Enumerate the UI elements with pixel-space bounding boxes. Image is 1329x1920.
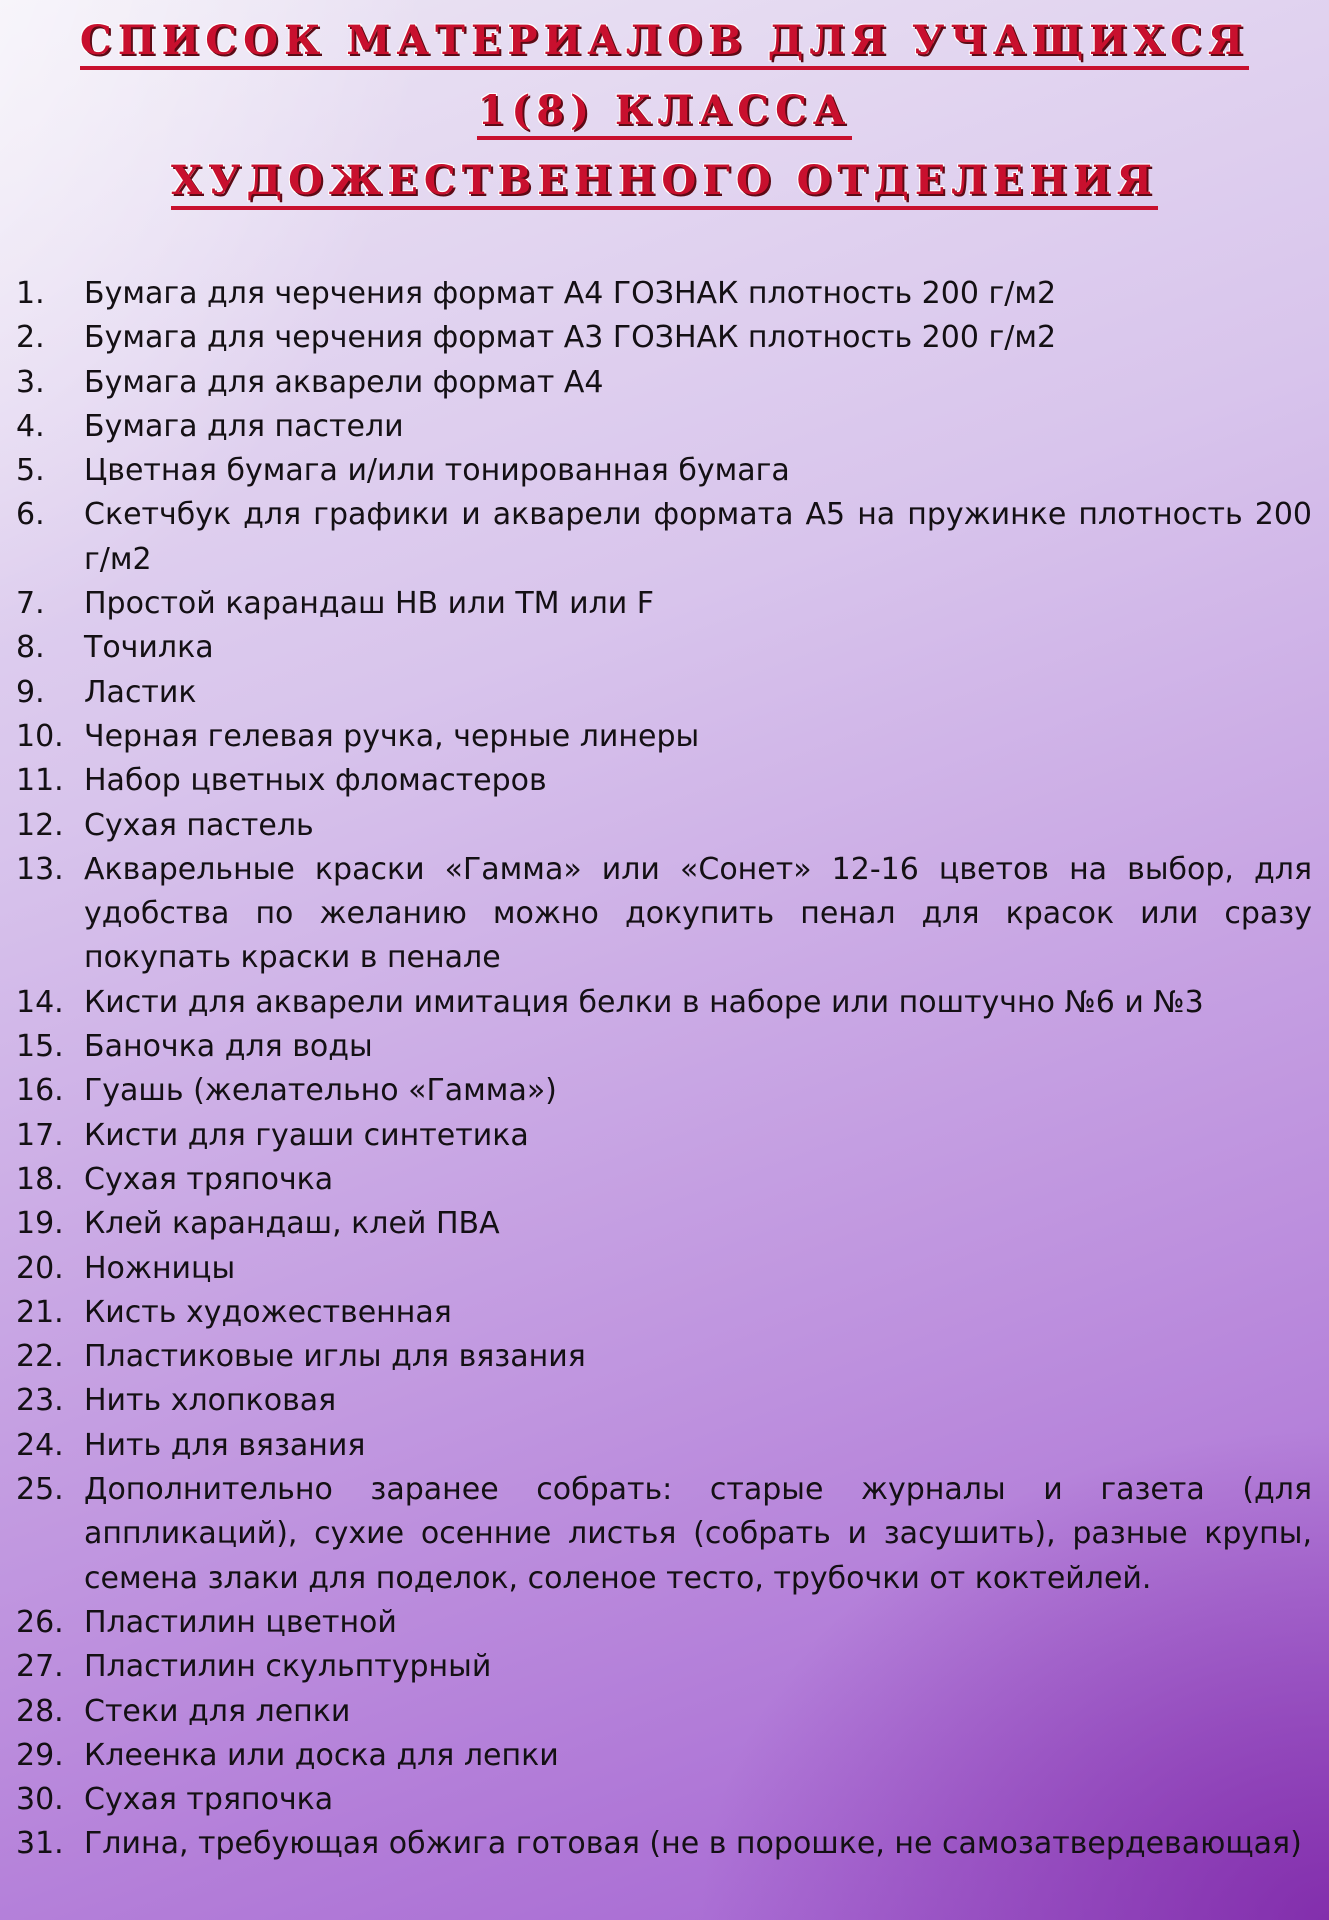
list-item — [16, 582, 1312, 626]
list-item-number: 12. — [16, 807, 64, 843]
list-item — [16, 1247, 1312, 1291]
list-item-text: Пластилин скульптурный — [84, 1649, 492, 1685]
heading-line-2: 1(8) КЛАССА — [0, 76, 1329, 146]
list-item-text: Скетчбук для графики и акварели формата А5 на пружинке плотность 200 г/м2 — [84, 497, 1312, 577]
list-item-number: 27. — [16, 1649, 64, 1685]
list-item-text: Сухая тряпочка — [84, 1161, 334, 1197]
list-item-text: Сухая тряпочка — [84, 1782, 334, 1818]
list-item-number: 24. — [16, 1427, 64, 1463]
list-item-text: Набор цветных фломастеров — [84, 763, 547, 799]
list-item-number: 17. — [16, 1117, 64, 1153]
list-item — [16, 671, 1312, 715]
list-item-number: 1. — [16, 276, 45, 311]
list-item — [16, 493, 1312, 582]
list-item-text: Цветная бумага и/или тонированная бумага — [84, 453, 790, 489]
list-item-number: 26. — [16, 1604, 64, 1640]
list-item-text: Акварельные краски «Гамма» или «Сонет» 12-16 цветов на выбор, для удобства по желанию можно докупить пенал для красок или сразу покупать краски в пенале — [84, 851, 1312, 976]
list-item — [16, 1601, 1312, 1645]
list-item — [16, 1734, 1312, 1778]
list-item-text: Простой карандаш НВ или ТМ или F — [84, 586, 655, 622]
list-item-text: Дополнительно заранее собрать: старые журналы и газета (для аппликаций), сухие осенние листья (собрать и засушить), разные крупы, семена злаки для поделок, соленое тесто, трубочки от коктейлей. — [84, 1472, 1312, 1596]
list-item-text: Кисти для акварели имитация белки в наборе или поштучно №6 и №3 — [84, 984, 1204, 1020]
list-item — [16, 1114, 1312, 1158]
list-item-text: Стеки для лепки — [84, 1693, 351, 1729]
list-item — [16, 1690, 1312, 1734]
list-item-number: 9. — [16, 674, 45, 710]
list-item-number: 14. — [16, 984, 64, 1020]
list-item-number: 15. — [16, 1029, 64, 1065]
list-item — [16, 1645, 1312, 1689]
list-item — [16, 1158, 1312, 1202]
list-item-number: 22. — [16, 1339, 64, 1375]
list-item-text: Сухая пастель — [84, 807, 314, 843]
list-item-text: Бумага для черчения формат А4 ГОЗНАК плотность 200 г/м2 — [84, 276, 1057, 311]
list-item-text: Нить для вязания — [84, 1427, 366, 1463]
list-item — [16, 759, 1312, 803]
list-item-number: 6. — [16, 497, 45, 533]
list-item — [16, 848, 1312, 981]
list-item-number: 5. — [16, 453, 45, 489]
list-item-number: 13. — [16, 851, 64, 887]
list-item-text: Кисть художественная — [84, 1294, 452, 1330]
list-item-number: 8. — [16, 630, 45, 666]
list-item-number: 11. — [16, 763, 64, 799]
list-item-text: Клей карандаш, клей ПВА — [84, 1206, 500, 1242]
list-item-text: Ластик — [84, 674, 197, 710]
list-item-number: 21. — [16, 1294, 64, 1330]
list-item-number: 31. — [16, 1826, 64, 1862]
list-item — [16, 1291, 1312, 1335]
list-item-text: Черная гелевая ручка, черные линеры — [84, 718, 700, 754]
list-item-number: 25. — [16, 1472, 64, 1508]
list-item — [16, 449, 1312, 493]
list-item-text: Пластилин цветной — [84, 1604, 397, 1640]
list-item — [16, 1202, 1312, 1246]
list-item-text: Бумага для акварели формат А4 — [84, 364, 604, 400]
list-item-number: 18. — [16, 1161, 64, 1197]
list-item — [16, 272, 1312, 316]
list-item-text: Гуашь (желательно «Гамма») — [84, 1073, 557, 1109]
list-item-text: Нить хлопковая — [84, 1383, 337, 1419]
list-item-number: 16. — [16, 1073, 64, 1109]
list-item-text: Пластиковые иглы для вязания — [84, 1339, 586, 1375]
materials-list — [16, 272, 1312, 1867]
list-item — [16, 1069, 1312, 1113]
list-item — [16, 1778, 1312, 1822]
list-item — [16, 1379, 1312, 1423]
list-item-number: 23. — [16, 1383, 64, 1419]
list-item — [16, 1424, 1312, 1468]
list-item — [16, 981, 1312, 1025]
list-item-text: Кисти для гуаши синтетика — [84, 1117, 529, 1153]
list-item-number: 10. — [16, 718, 64, 754]
list-item-number: 7. — [16, 586, 45, 622]
list-item-text: Бумага для черчения формат А3 ГОЗНАК плотность 200 г/м2 — [84, 320, 1057, 356]
list-item-number: 2. — [16, 320, 45, 356]
list-item — [16, 316, 1312, 360]
list-item — [16, 626, 1312, 670]
list-item-text: Ножницы — [84, 1250, 236, 1286]
list-item-number: 30. — [16, 1782, 64, 1818]
list-item — [16, 715, 1312, 759]
document-heading — [0, 6, 1329, 216]
list-item — [16, 1025, 1312, 1069]
list-item-number: 3. — [16, 364, 45, 400]
list-item — [16, 361, 1312, 405]
heading-line-3: ХУДОЖЕСТВЕННОГО ОТДЕЛЕНИЯ — [0, 146, 1329, 216]
list-item-text: Баночка для воды — [84, 1029, 373, 1065]
list-item-text: Глина, требующая обжига готовая (не в порошке, не самозатвердевающая) — [84, 1826, 1302, 1862]
heading-line-1: СПИСОК МАТЕРИАЛОВ ДЛЯ УЧАЩИХСЯ — [0, 6, 1329, 76]
list-item-number: 20. — [16, 1250, 64, 1286]
list-item-text: Точилка — [84, 630, 214, 666]
list-item-number: 29. — [16, 1737, 64, 1773]
list-item-number: 4. — [16, 408, 45, 444]
list-item — [16, 1468, 1312, 1601]
list-item-number: 28. — [16, 1693, 64, 1729]
list-item-text: Клеенка или доска для лепки — [84, 1737, 559, 1773]
list-item — [16, 1335, 1312, 1379]
list-item-text: Бумага для пастели — [84, 408, 404, 444]
list-item — [16, 1822, 1312, 1866]
list-item-number: 19. — [16, 1206, 64, 1242]
list-item — [16, 405, 1312, 449]
list-item — [16, 804, 1312, 848]
